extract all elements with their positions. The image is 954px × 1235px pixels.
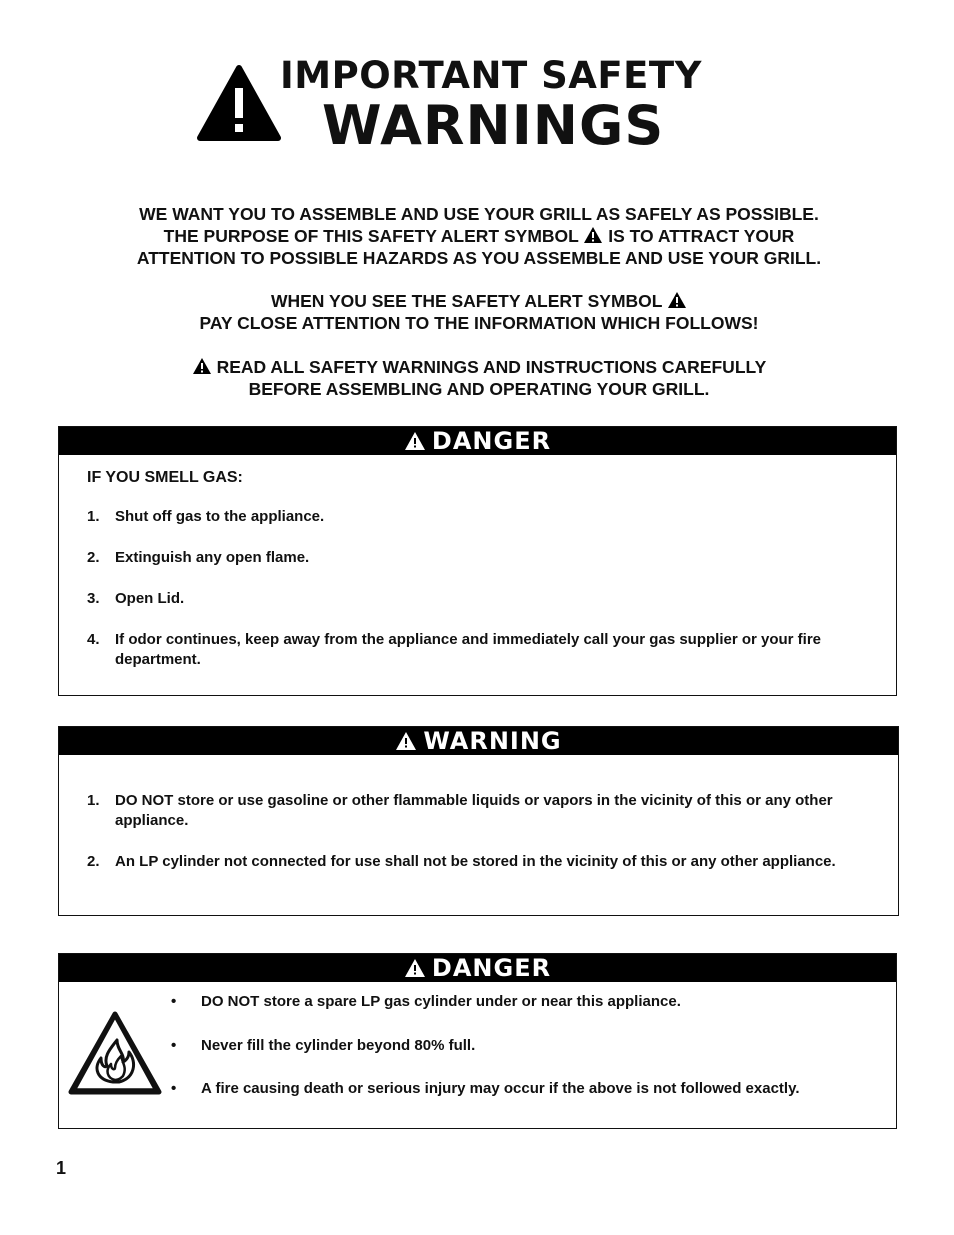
list-item — [171, 1036, 876, 1056]
warning-triangle-icon — [404, 431, 426, 451]
item-number: 1. — [87, 508, 100, 525]
item-text: Extinguish any open flame. — [115, 549, 310, 566]
warning-heading — [59, 727, 898, 755]
intro-line — [60, 290, 898, 312]
danger-box-cylinder — [58, 953, 897, 1129]
list-item — [87, 548, 866, 568]
title-line-2: WARNINGS — [322, 94, 665, 157]
item-number: 3. — [87, 590, 100, 607]
safety-alert-icon — [583, 226, 603, 244]
gas-subheading: IF YOU SMELL GAS: — [87, 469, 243, 486]
item-text: Never fill the cylinder beyond 80% full. — [201, 1037, 476, 1054]
intro-text: WHEN YOU SEE THE SAFETY ALERT SYMBOL — [270, 291, 663, 311]
item-text: A fire causing death or serious injury may occur if the above is not followed exactly. — [201, 1080, 800, 1097]
intro-line: PAY CLOSE ATTENTION TO THE INFORMATION WHICH FOLLOWS! — [199, 313, 759, 333]
danger-heading-text: DANGER — [431, 427, 552, 455]
intro-paragraph-3 — [60, 356, 898, 400]
warning-box — [58, 726, 899, 916]
bullet: • — [171, 993, 177, 1010]
list-item — [87, 852, 868, 872]
item-text: If odor continues, keep away from the appliance and immediately call your gas supplier or your fire department. — [115, 631, 822, 668]
item-text: DO NOT store a spare LP gas cylinder under or near this appliance. — [201, 993, 681, 1010]
intro-line: WE WANT YOU TO ASSEMBLE AND USE YOUR GRILL AS SAFELY AS POSSIBLE. — [139, 204, 819, 224]
item-text: An LP cylinder not connected for use shall not be stored in the vicinity of this or any other appliance. — [115, 853, 836, 870]
intro-text: THE PURPOSE OF THIS SAFETY ALERT SYMBOL — [163, 226, 579, 246]
list-item — [87, 630, 866, 670]
intro-paragraph-2 — [60, 290, 898, 334]
intro-paragraph-1 — [60, 203, 898, 269]
intro-line: BEFORE ASSEMBLING AND OPERATING YOUR GRILL. — [248, 379, 710, 399]
danger-heading — [59, 954, 896, 982]
danger-box-gas — [58, 426, 897, 696]
list-item — [87, 791, 868, 831]
item-text: DO NOT store or use gasoline or other flammable liquids or vapors in the vicinity of this or any other appliance. — [115, 792, 833, 829]
bullet: • — [171, 1037, 177, 1054]
page-header — [196, 54, 716, 157]
intro-line — [60, 225, 898, 247]
intro-line — [60, 356, 898, 378]
item-number: 2. — [87, 549, 100, 566]
list-item — [87, 589, 866, 609]
list-item — [171, 992, 876, 1012]
list-item — [87, 507, 866, 527]
fire-hazard-icon — [67, 1010, 163, 1098]
danger-heading-text: DANGER — [431, 954, 552, 982]
page-number: 1 — [56, 1158, 67, 1178]
warning-triangle-icon — [196, 64, 282, 142]
item-number: 4. — [87, 631, 100, 648]
warning-triangle-icon — [395, 731, 417, 751]
intro-text: IS TO ATTRACT YOUR — [608, 226, 795, 246]
cylinder-bullet-list — [171, 992, 876, 1099]
list-item — [171, 1079, 876, 1099]
warning-triangle-icon — [404, 958, 426, 978]
item-number: 2. — [87, 853, 100, 870]
intro-line: ATTENTION TO POSSIBLE HAZARDS AS YOU ASSEMBLE AND USE YOUR GRILL. — [136, 248, 822, 268]
item-text: Open Lid. — [115, 590, 185, 607]
safety-alert-icon — [192, 357, 212, 375]
warning-heading-text: WARNING — [423, 727, 562, 755]
safety-alert-icon — [667, 291, 687, 309]
title-line-1: IMPORTANT SAFETY — [280, 54, 702, 97]
item-text: Shut off gas to the appliance. — [115, 508, 325, 525]
bullet: • — [171, 1080, 177, 1097]
danger-heading — [59, 427, 896, 455]
gas-steps-list — [87, 507, 866, 670]
intro-text: READ ALL SAFETY WARNINGS AND INSTRUCTIONS CAREFULLY — [216, 357, 767, 377]
item-number: 1. — [87, 792, 100, 809]
warning-list — [87, 791, 868, 872]
